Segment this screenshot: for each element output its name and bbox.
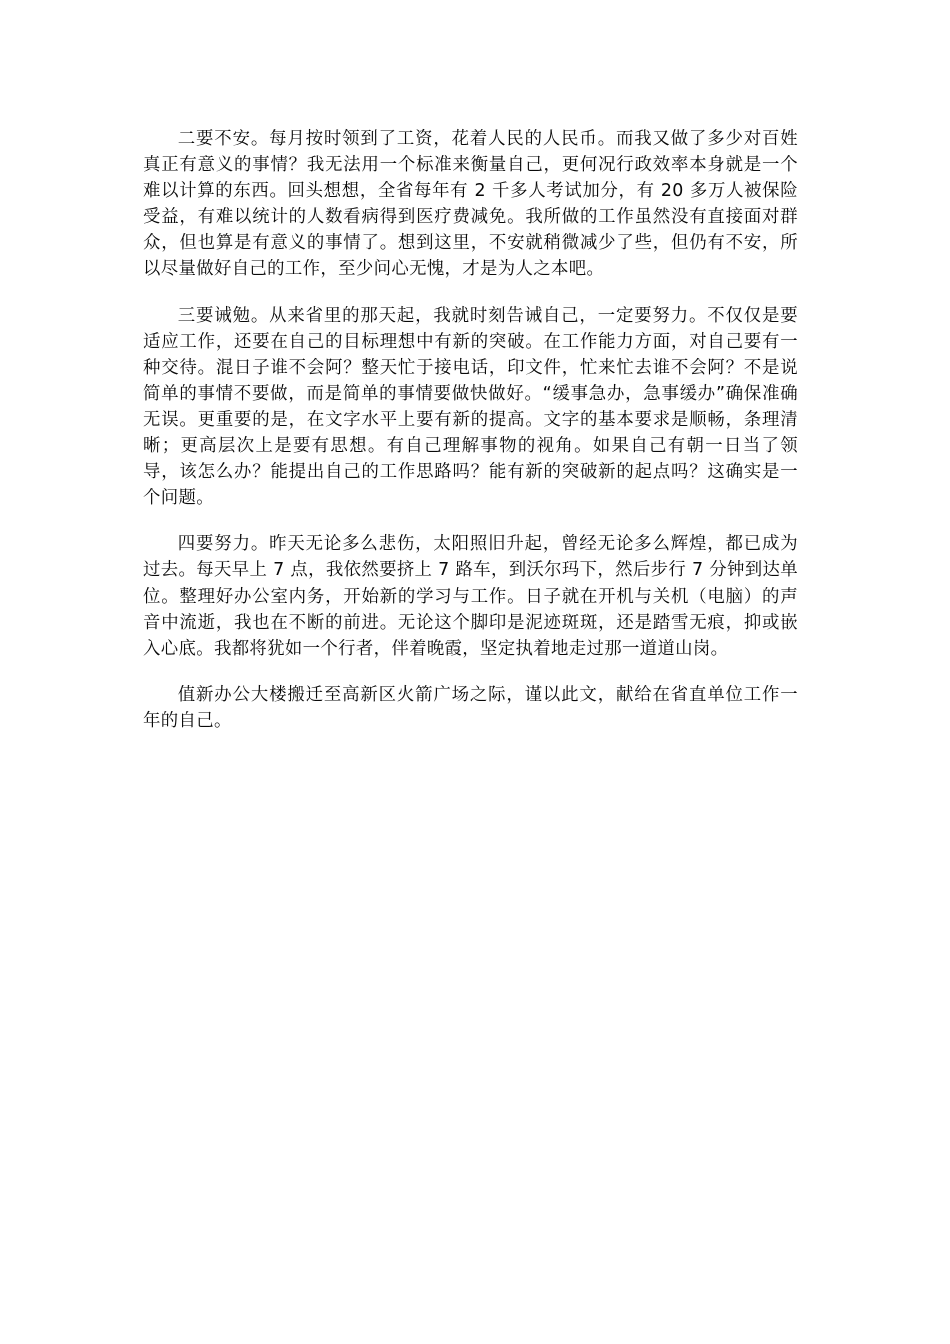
body-paragraph: 二要不安。每月按时领到了工资，花着人民的人民币。而我又做了多少对百姓真正有意义的事情？我无法用一个标准来衡量自己，更何况行政效率本身就是一个难以计算的东西。回头想想，全省每年有 2 千多人考试加分，有 20 多万人被保险受益，有难以统计的人数看病得到医疗费减免。我所做的工作虽然没有直接面对群众，但也算是有意义的事情了。想到这里，不安就稍微减少了些，但仍有不安，所以尽量做好自己的工作，至少问心无愧，才是为人之本吧。 [143,129,798,280]
body-paragraph: 值新办公大楼搬迁至高新区火箭广场之际，谨以此文，献给在省直单位工作一年的自己。 [143,684,798,731]
body-paragraph: 三要诫勉。从来省里的那天起，我就时刻告诫自己，一定要努力。不仅仅是要适应工作，还要在自己的目标理想中有新的突破。在工作能力方面，对自己要有一种交待。混日子谁不会阿？整天忙于接电话，印文件，忙来忙去谁不会阿？不是说简单的事情不要做，而是简单的事情要做快做好。“缓事急办，急事缓办”确保准确无误。更重要的是，在文字水平上要有新的提高。文字的基本要求是顺畅，条理清晰；更高层次上是要有思想。有自己理解事物的视角。如果自己有朝一日当了领导，该怎么办？能提出自己的工作思路吗？能有新的突破新的起点吗？这确实是一个问题。 [143,305,798,509]
document-body [143,126,798,734]
body-paragraph: 四要努力。昨天无论多么悲伤，太阳照旧升起，曾经无论多么辉煌，都已成为过去。每天早上 7 点，我依然要挤上 7 路车，到沃尔玛下，然后步行 7 分钟到达单位。整理好办公室内务，开始新的学习与工作。日子就在开机与关机（电脑）的声音中流逝，我也在不断的前进。无论这个脚印是泥迹斑斑，还是踏雪无痕，抑或嵌入心底。我都将犹如一个行者，伴着晚霞，坚定执着地走过那一道道山岗。 [143,534,798,659]
